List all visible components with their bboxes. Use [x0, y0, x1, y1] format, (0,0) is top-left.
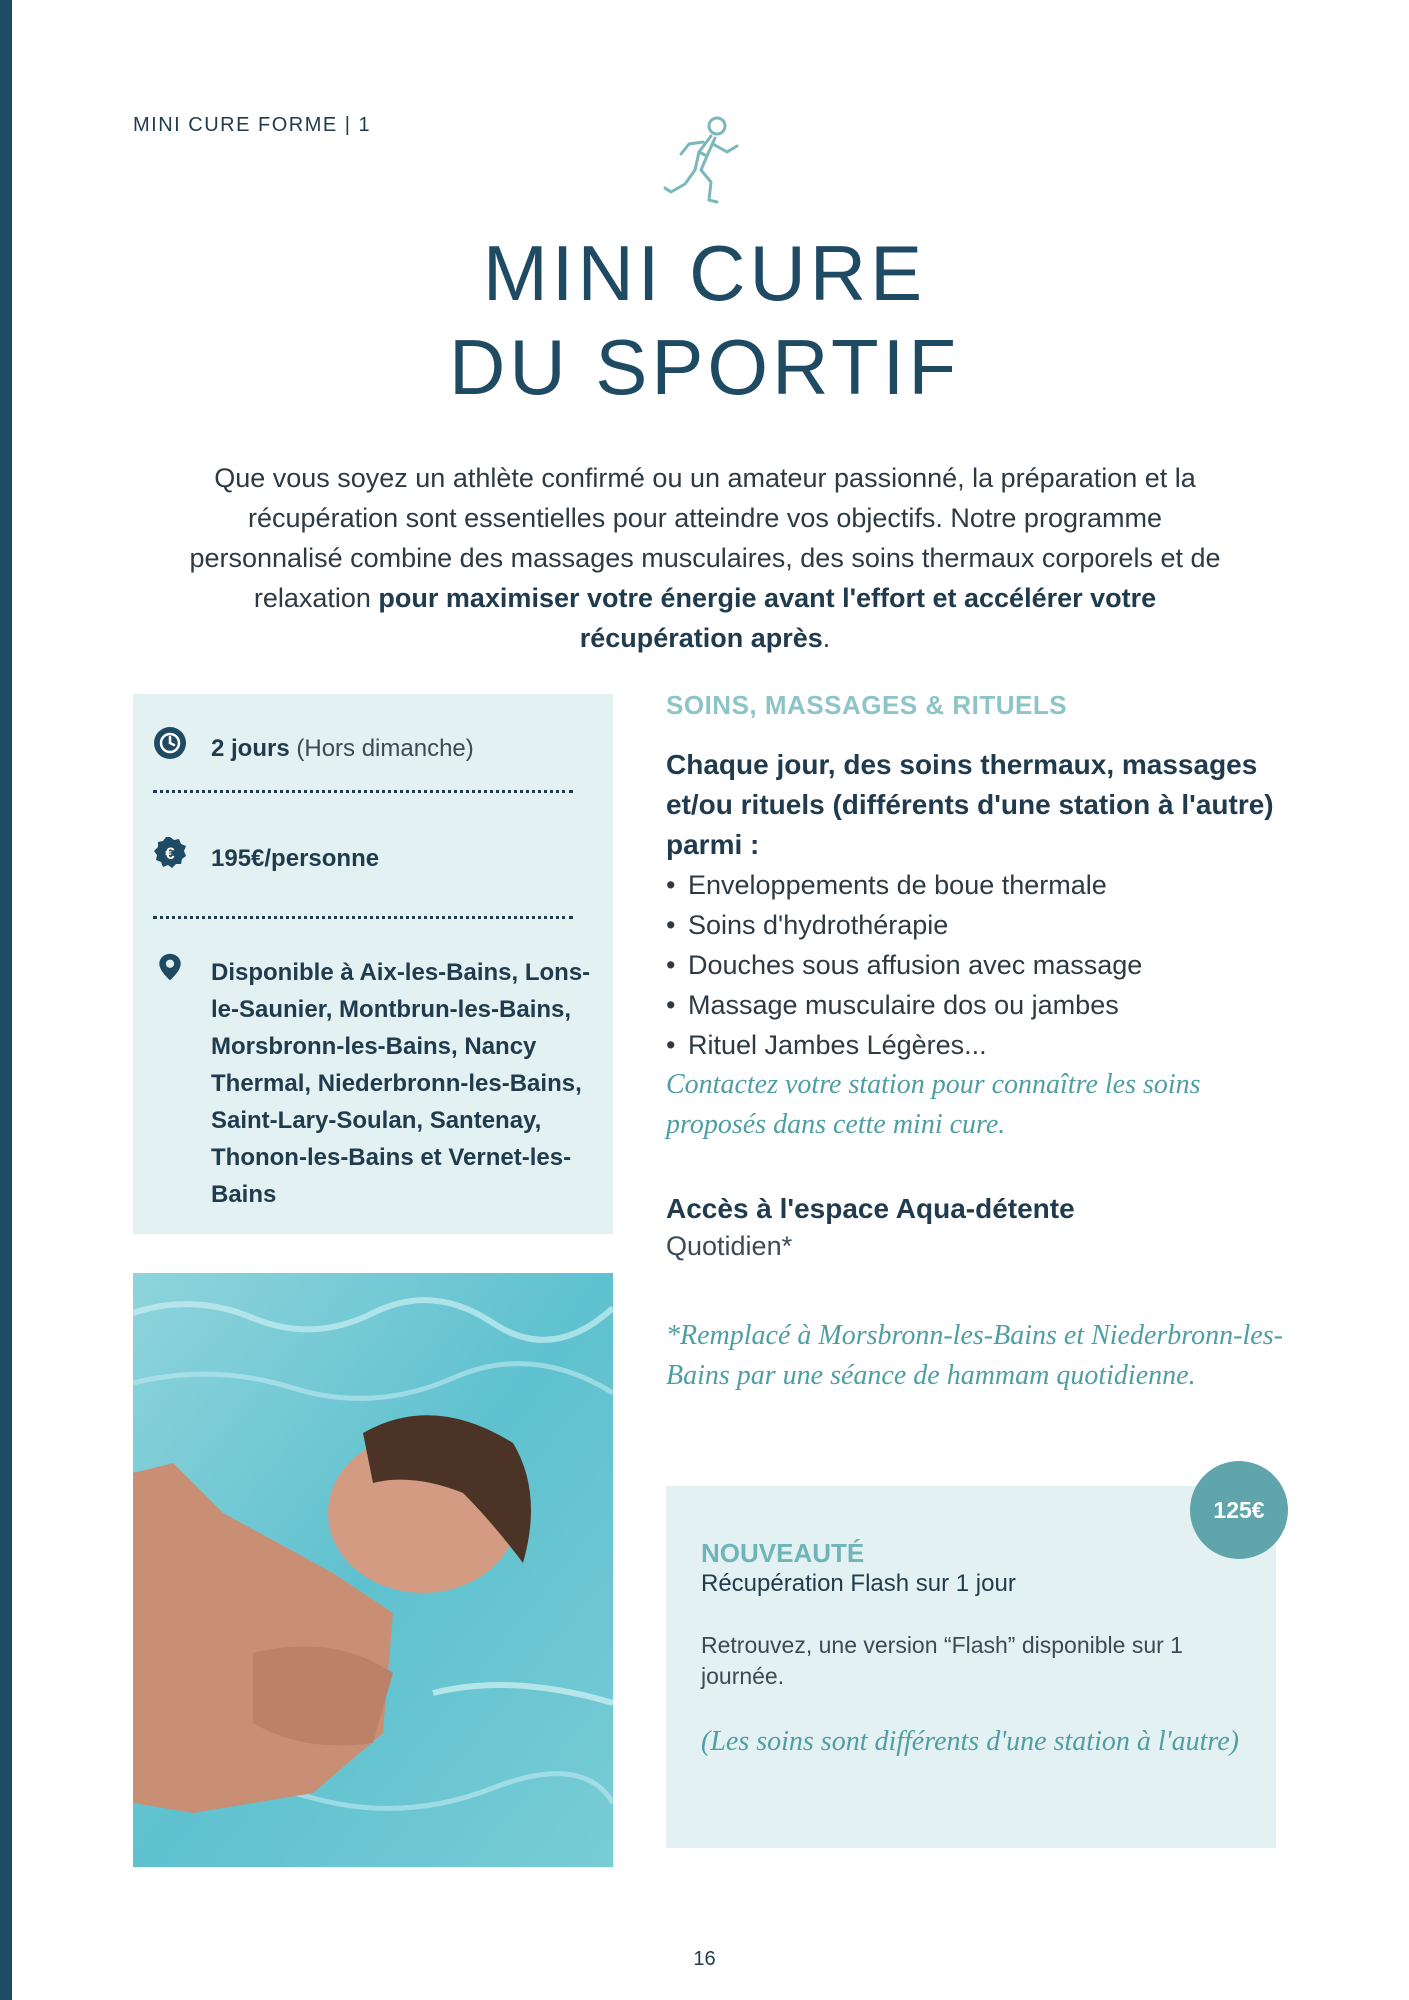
availability-text	[211, 954, 591, 1213]
right-column	[666, 690, 1286, 1396]
price-text	[211, 840, 379, 877]
page-number: 16	[693, 1948, 716, 1970]
soins-note: Contactez votre station pour connaître les soins proposés dans cette mini cure.	[666, 1069, 1201, 1140]
new-offer-subtitle: Récupération Flash sur 1 jour	[701, 1570, 1016, 1597]
intro-emphasis: pour maximiser votre énergie avant l'effort et accélérer votre récupération après	[378, 583, 1157, 653]
availability-value: Disponible à Aix-les-Bains, Lons-le-Saunier, Montbrun-les-Bains, Morsbronn-les-Bains, Nancy Thermal, Niederbronn-les-Bains, Saint-Lary-Soulan, Santenay, Thonon-les-Bains et Vernet-les-Bains	[211, 959, 591, 1208]
divider	[153, 916, 573, 919]
section-title: SOINS, MASSAGES & RITUELS	[666, 690, 1068, 720]
new-offer-label: NOUVEAUTÉ	[701, 1538, 865, 1568]
list-item: • Rituel Jambes Légères...	[666, 1025, 1286, 1065]
soins-list	[666, 865, 1286, 1065]
page-title-line1: MINI CURE	[482, 229, 927, 317]
clock-icon	[153, 726, 187, 760]
new-offer-box	[666, 1486, 1276, 1848]
intro-text: Que vous soyez un athlète confirmé ou un amateur passionné, la préparation et la récupération sont essentielles pour atteindre vos objectifs. Notre programme personnalisé combine des massages musculaires, des soins thermaux corporels et de relaxation	[189, 463, 1221, 613]
price-value: 195€/personne	[211, 845, 380, 872]
list-item: • Enveloppements de boue thermale	[666, 865, 1286, 905]
running-header: MINI CURE FORME | 1	[133, 114, 372, 136]
new-offer-note: (Les soins sont différents d'une station à l'autre)	[701, 1726, 1240, 1757]
list-item: • Massage musculaire dos ou jambes	[666, 985, 1286, 1025]
intro-end: .	[822, 623, 831, 653]
page-title-line2: DU SPORTIF	[449, 323, 960, 411]
duration-days: 2 jours	[211, 735, 290, 762]
access-frequency: Quotidien*	[666, 1231, 793, 1261]
list-item: • Douches sous affusion avec massage	[666, 945, 1286, 985]
runner-icon	[655, 112, 751, 212]
new-offer-text: Retrouvez, une version “Flash” disponible sur 1 journée.	[701, 1632, 1183, 1689]
soins-lead: Chaque jour, des soins thermaux, massages et/ou rituels (différents d'une station à l'autre) parmi :	[666, 749, 1274, 860]
pool-photo	[133, 1273, 613, 1867]
duration-note: (Hors dimanche)	[289, 735, 474, 762]
access-title: Accès à l'espace Aqua-détente	[666, 1193, 1075, 1224]
list-item: • Soins d'hydrothérapie	[666, 905, 1286, 945]
info-box	[133, 694, 613, 1234]
intro-paragraph	[180, 458, 1230, 658]
location-pin-icon	[156, 950, 184, 984]
divider	[153, 790, 573, 793]
svg-text:€: €	[165, 844, 175, 863]
euro-badge-icon	[153, 836, 187, 870]
access-footnote: *Remplacé à Morsbronn-les-Bains et Niederbronn-les-Bains par une séance de hammam quotidienne.	[666, 1320, 1283, 1391]
duration-text	[211, 730, 474, 767]
price-badge: 125€	[1190, 1461, 1288, 1559]
